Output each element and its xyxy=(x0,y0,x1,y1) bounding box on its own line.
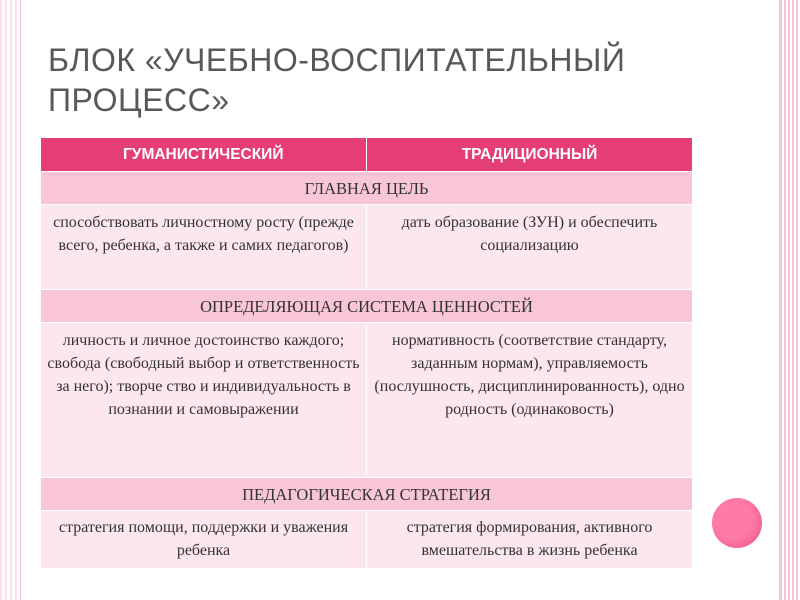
section-label: ГЛАВНАЯ ЦЕЛЬ xyxy=(41,172,693,205)
slide-title xyxy=(48,40,708,120)
section-label: ОПРЕДЕЛЯЮЩАЯ СИСТЕМА ЦЕННОСТЕЙ xyxy=(41,290,693,323)
content-row-strategy xyxy=(41,511,693,569)
comparison-table xyxy=(40,138,693,569)
content-row-goal xyxy=(41,205,693,290)
cell-humanistic: личность и личное достоинство каждого; свобода (свободный выбор и ответственность за него); творче ство и индивидуальность в познании и самовыражении xyxy=(41,323,367,478)
cell-traditional: стратегия формирования, активного вмешательства в жизнь ребенка xyxy=(367,511,693,569)
section-row-strategy xyxy=(41,478,693,511)
cell-humanistic: способствовать личностному росту (прежде всего, ребенка, а также и самих педагогов) xyxy=(41,205,367,290)
cell-traditional: дать образование (ЗУН) и обеспечить социализацию xyxy=(367,205,693,290)
left-decorative-stripes xyxy=(0,0,20,600)
cell-traditional: нормативность (соответствие стандарту, заданным нормам), управляемость (послушность, дисциплинированность), одно родность (одинаковость) xyxy=(367,323,693,478)
section-row-goal xyxy=(41,172,693,205)
content-row-values xyxy=(41,323,693,478)
header-humanistic: ГУМАНИСТИЧЕСКИЙ xyxy=(41,138,367,172)
title-line-2: ПРОЦЕСС» xyxy=(48,82,230,118)
cell-humanistic: стратегия помощи, поддержки и уважения ребенка xyxy=(41,511,367,569)
header-row xyxy=(41,138,693,172)
title-line-1: БЛОК «УЧЕБНО-ВОСПИТАТЕЛЬНЫЙ xyxy=(48,42,626,78)
decorative-circle xyxy=(712,498,762,548)
section-label: ПЕДАГОГИЧЕСКАЯ СТРАТЕГИЯ xyxy=(41,478,693,511)
section-row-values xyxy=(41,290,693,323)
right-decorative-stripes xyxy=(780,0,800,600)
header-traditional: ТРАДИЦИОННЫЙ xyxy=(367,138,693,172)
